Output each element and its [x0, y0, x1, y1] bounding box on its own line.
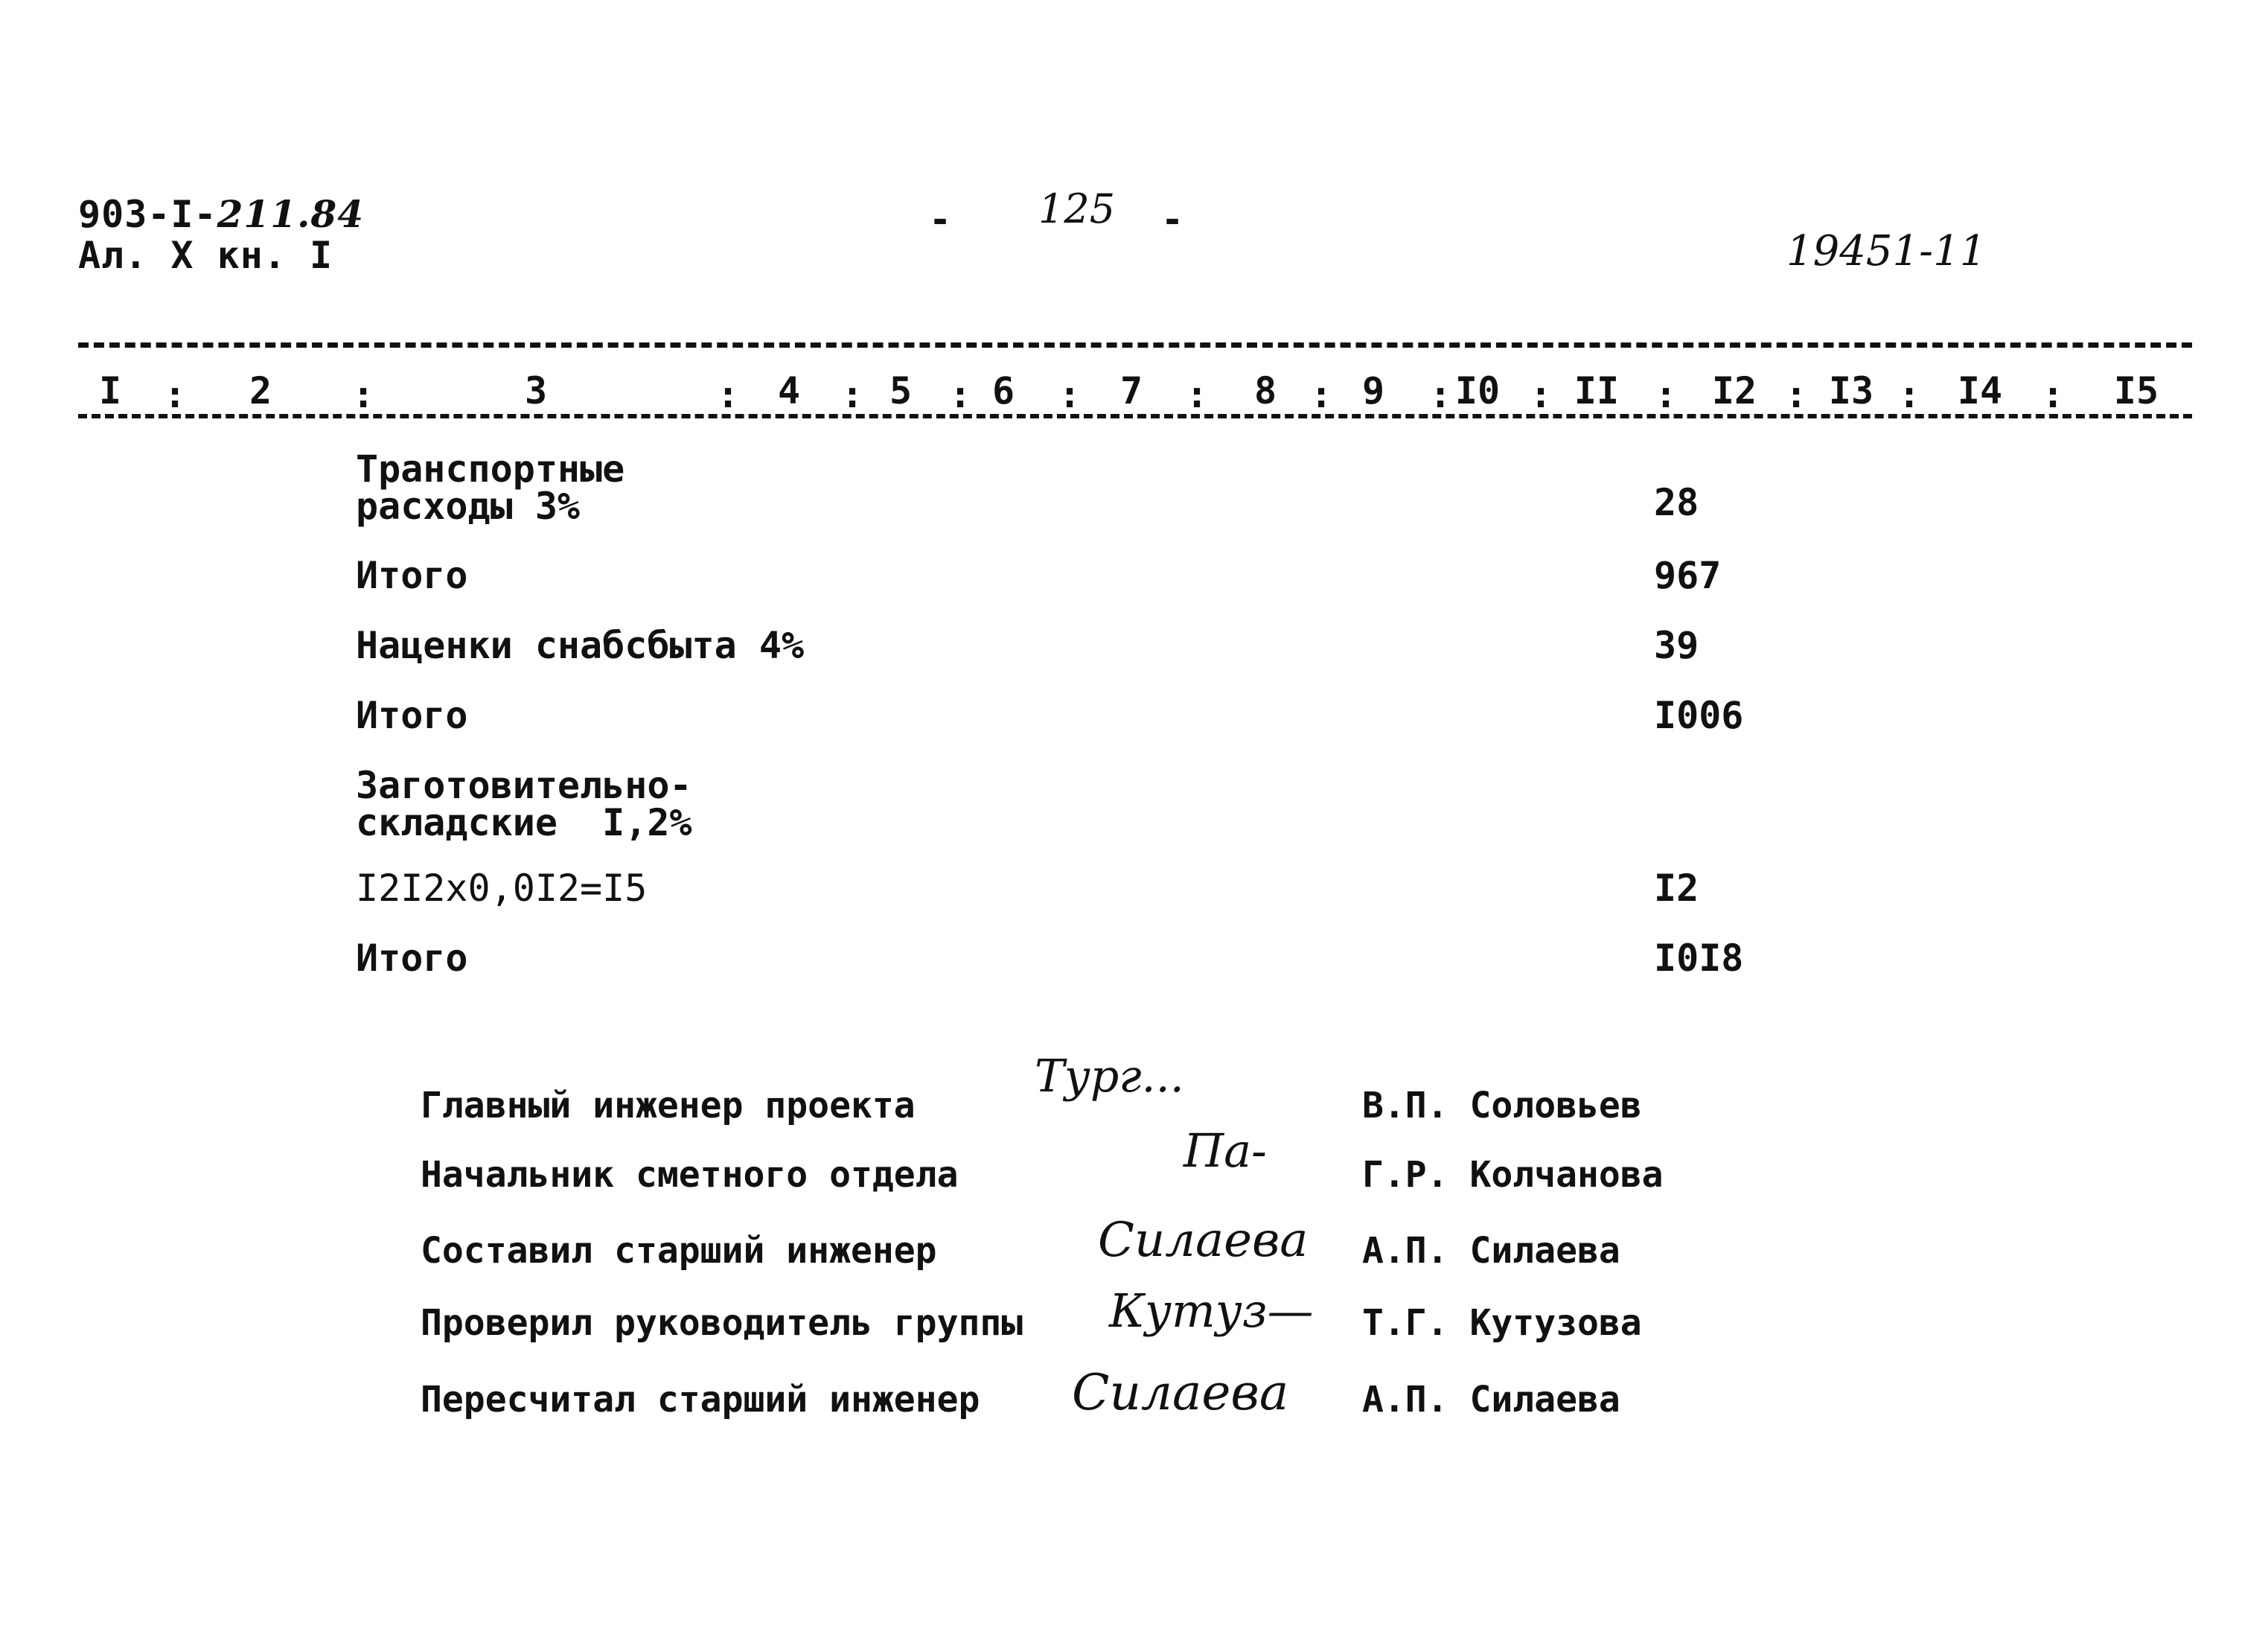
column-separator: :: [1529, 373, 1553, 416]
signature-title: Пересчитал старший инженер: [421, 1379, 980, 1421]
row-label-calculation: I2I2x0,0I2=I5: [356, 867, 648, 910]
row-label-transport: Транспортные расходы 3%: [356, 447, 625, 528]
column-number: II: [1574, 369, 1620, 412]
column-separator: :: [1654, 373, 1678, 416]
album-line: Ал. X кн. I: [78, 234, 333, 277]
row-value-total-3: I0I8: [1654, 937, 1744, 980]
column-number: I0: [1454, 369, 1501, 412]
row-label-markup: Наценки снабсбыта 4%: [356, 624, 805, 667]
page-number: 125: [1038, 185, 1116, 232]
column-number: I4: [1957, 369, 2003, 412]
signatory-name: А.П. Силаева: [1362, 1230, 1620, 1272]
row-label-total-3: Итого: [356, 937, 468, 980]
row-value-total-2: I006: [1654, 694, 1744, 737]
handwritten-signature: Силаева: [1072, 1364, 1289, 1421]
signatory-name: В.П. Соловьев: [1362, 1085, 1642, 1126]
column-separator: :: [1897, 373, 1921, 416]
row-value-markup: 39: [1654, 624, 1699, 667]
page-dash-left: -: [929, 198, 953, 241]
row-label-procurement: Заготовительно- складские I,2%: [356, 764, 692, 844]
column-separator: :: [1058, 373, 1082, 416]
signature-title: Проверил руководитель группы: [421, 1302, 1023, 1344]
page-dash-right: -: [1161, 198, 1185, 241]
column-number: 5: [889, 369, 913, 412]
column-number: 7: [1119, 369, 1143, 412]
document-code-prefix: 903-I-: [78, 193, 217, 236]
column-separator: :: [1185, 373, 1209, 416]
table-top-rule: [78, 342, 2192, 348]
column-separator: :: [2041, 373, 2065, 416]
signatory-name: Т.Г. Кутузова: [1362, 1302, 1642, 1344]
signature-title: Начальник сметного отдела: [421, 1154, 959, 1196]
column-number: I3: [1828, 369, 1874, 412]
document-code: [78, 192, 364, 236]
column-number: 8: [1253, 369, 1277, 412]
column-separator: :: [1784, 373, 1808, 416]
signature-title: Главный инженер проекта: [421, 1085, 916, 1126]
column-number: 6: [991, 369, 1015, 412]
row-value-calculation: I2: [1654, 867, 1699, 910]
handwritten-signature: Силаева: [1098, 1213, 1309, 1268]
row-label-total-2: Итого: [356, 694, 468, 737]
row-value-total-1: 967: [1654, 554, 1722, 597]
column-separator: :: [1309, 373, 1333, 416]
column-separator: :: [840, 373, 864, 416]
signature-title: Составил старший инженер: [421, 1230, 937, 1272]
column-number: I: [98, 369, 122, 412]
column-separator: :: [716, 373, 740, 416]
column-separator: :: [163, 373, 187, 416]
column-separator: :: [948, 373, 972, 416]
row-value-transport: 28: [1654, 481, 1699, 524]
column-separator: :: [351, 373, 375, 416]
archive-number: 19451-11: [1786, 227, 1987, 275]
column-number: 4: [777, 369, 801, 412]
column-number: I2: [1711, 369, 1757, 412]
table-header-rule: [78, 414, 2192, 418]
column-number: I5: [2113, 369, 2159, 412]
signatory-name: А.П. Силаева: [1362, 1379, 1620, 1421]
column-number: 2: [249, 369, 272, 412]
column-separator: :: [1428, 373, 1452, 416]
row-label-total-1: Итого: [356, 554, 468, 597]
handwritten-signature: Па-: [1183, 1123, 1267, 1178]
signatory-name: Г.Р. Колчанова: [1362, 1154, 1664, 1196]
column-number: 9: [1361, 369, 1385, 412]
column-number: 3: [524, 369, 548, 412]
handwritten-signature: Тург...: [1035, 1050, 1184, 1103]
handwritten-signature: Кутуз—: [1109, 1284, 1314, 1338]
document-code-handwritten: 211.84: [217, 192, 364, 236]
